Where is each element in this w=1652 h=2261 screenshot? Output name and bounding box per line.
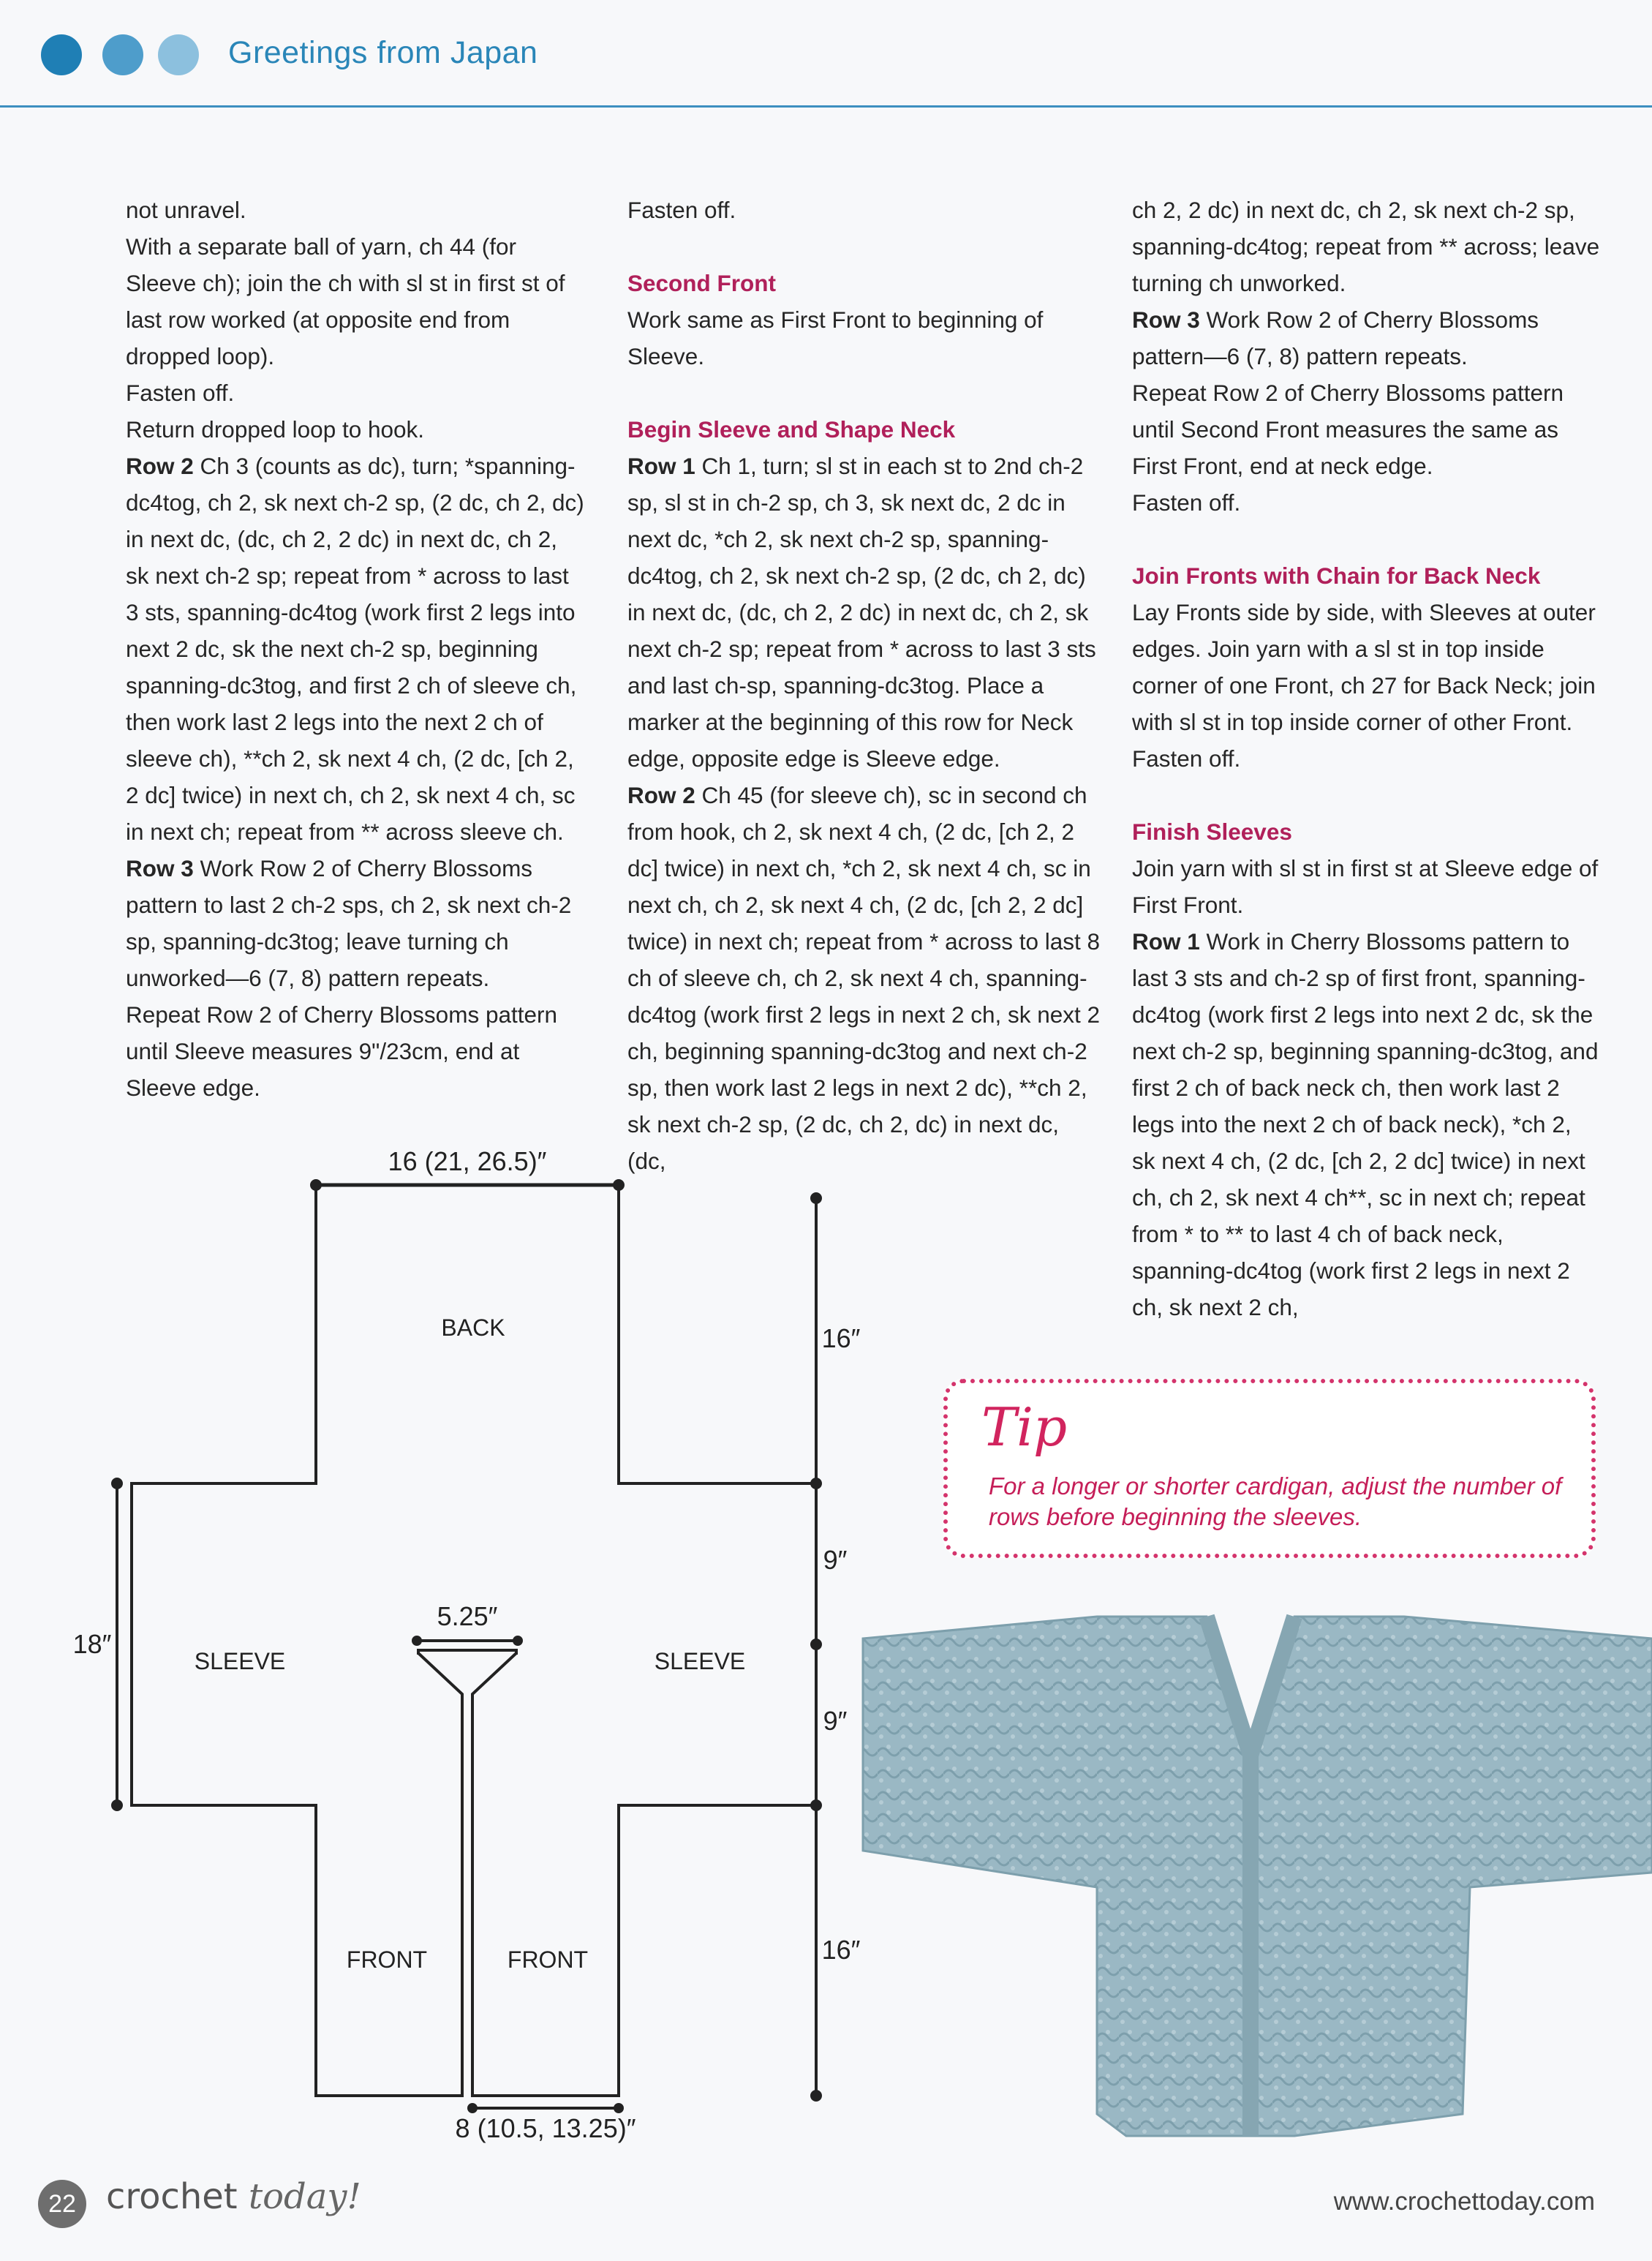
- paragraph: Repeat Row 2 of Cherry Blossoms pattern until Second Front measures the same as First Front, end at neck edge.: [1132, 380, 1564, 479]
- row-instruction: [627, 448, 1103, 777]
- sleeve-height-label: 18″: [72, 1629, 112, 1659]
- row-text: Ch 3 (counts as dc), turn; *spanning-dc4tog, ch 2, sk next ch-2 sp, (2 dc, ch 2, dc) in next dc, (dc, ch 2, 2 dc) in next dc, ch 2, sk next ch-2 sp; repeat from * across to last 3 sts, spanning-dc4tog (work first 2 legs into next 2 dc, sk the next ch-2 sp, beginning spanning-dc3tog, and first 2 ch of sleeve ch, then work last 2 legs into the next 2 ch of sleeve ch), **ch 2, sk next 4 ch, (2 dc, [ch 2, 2 dc] twice) in next ch, ch 2, sk next 4 ch, sc in next ch; repeat from ** across sleeve ch.: [126, 453, 584, 845]
- sleeve-left-label: SLEEVE: [194, 1648, 286, 1674]
- text-column-3: [1132, 192, 1600, 1325]
- neck-outline: [417, 1650, 518, 1655]
- paragraph: Repeat Row 2 of Cherry Blossoms pattern until Sleeve measures 9"/23cm, end at Sleeve edge.: [126, 1001, 558, 1101]
- paragraph: Fasten off.: [627, 197, 736, 223]
- brand-logo: [106, 2176, 361, 2217]
- row-instruction: [1132, 923, 1600, 1325]
- brand-plain: crochet: [106, 2176, 249, 2217]
- row-text: Ch 1, turn; sl st in each st to 2nd ch-2 sp, sl st in ch-2 sp, ch 3, sk next dc, 2 dc in next dc, *ch 2, sk next ch-2 sp, spanning-dc4tog, ch 2, sk next ch-2 sp, (2 dc, ch 2, dc) in next dc, (dc, ch 2, 2 dc) in next dc, ch 2, sk next ch-2 sp; repeat from * across to last 3 sts and last ch-sp, spanning-dc3tog. Place a marker at the beginning of this row for Neck edge, opposite edge is Sleeve edge.: [627, 453, 1096, 772]
- text-column-2: [627, 192, 1103, 1179]
- paragraph: Join yarn with sl st in first st at Sleeve edge of First Front.: [1132, 855, 1599, 918]
- join-fronts-heading: Join Fronts with Chain for Back Neck: [1132, 563, 1541, 589]
- row-label: Row 2: [126, 453, 194, 479]
- front-left-label: FRONT: [346, 1946, 428, 1973]
- row-instruction: [126, 850, 587, 996]
- tip-title: Tip: [981, 1396, 1068, 1458]
- dimension-top-width: [312, 1181, 623, 1189]
- section-title: Greetings from Japan: [228, 35, 538, 70]
- row-label: Row 3: [126, 855, 194, 881]
- paragraph: Fasten off.: [1132, 489, 1241, 516]
- header-dot-icon: [102, 34, 143, 75]
- row-instruction: [627, 777, 1103, 1179]
- paragraph: not unravel.: [126, 197, 246, 223]
- row-label: Row 1: [1132, 928, 1200, 955]
- row-text: Work Row 2 of Cherry Blossoms pattern—6 (7, 8) pattern repeats.: [1132, 306, 1539, 369]
- row-instruction: [126, 448, 587, 850]
- text-column-1: [126, 192, 587, 1106]
- upper-sleeve-label: 9″: [823, 1545, 848, 1575]
- top-width-label: 16 (21, 26.5)″: [388, 1146, 547, 1176]
- page-header: [0, 0, 1652, 110]
- schematic-diagram: [0, 1141, 861, 2180]
- header-rule: [0, 105, 1652, 108]
- dimension-neck-width: [413, 1637, 521, 1644]
- lower-sleeve-label: 9″: [823, 1706, 848, 1736]
- sleeve-right-label: SLEEVE: [654, 1648, 746, 1674]
- paragraph: With a separate ball of yarn, ch 44 (for Sleeve ch); join the ch with sl st in first st of last row worked (at opposite end from dropped loop).: [126, 233, 565, 369]
- paragraph: ch 2, 2 dc) in next dc, ch 2, sk next ch-2 sp, spanning-dc4tog; repeat from ** across; leave turning ch unworked.: [1132, 197, 1600, 296]
- second-front-heading: Second Front: [627, 270, 776, 296]
- cardigan-illustration: [856, 1609, 1652, 2143]
- neck-width-label: 5.25″: [437, 1601, 498, 1631]
- front-length-label: 16″: [821, 1935, 861, 1965]
- row-label: Row 1: [627, 453, 695, 479]
- website-url: www.crochettoday.com: [1333, 2187, 1595, 2216]
- schematic-svg: [0, 1141, 861, 2180]
- tip-text: For a longer or shorter cardigan, adjust the number of rows before beginning the sleeves.: [989, 1472, 1562, 1530]
- paragraph: Fasten off.: [126, 380, 235, 406]
- finish-sleeves-heading: Finish Sleeves: [1132, 819, 1292, 845]
- back-length-label: 16″: [821, 1323, 861, 1353]
- row-text: Work in Cherry Blossoms pattern to last 3 sts and ch-2 sp of first front, spanning-dc4tog (work first 2 legs into next 2 dc, sk the next ch-2 sp, beginning spanning-dc3tog, and first 2 ch of back neck ch, then work last 2 legs into the next 2 ch of back neck), *ch 2, sk next 4 ch, (2 dc, [ch 2, 2 dc] twice) in next ch, ch 2, sk next 4 ch**, sc in next ch; repeat from * to ** to last 4 ch of back neck, spanning-dc4tog (work first 2 legs in next 2 ch, sk next 2 ch,: [1132, 928, 1599, 1320]
- paragraph: Return dropped loop to hook.: [126, 416, 425, 443]
- page-number: 22: [38, 2180, 86, 2228]
- cardigan-photo: [856, 1609, 1652, 2143]
- brand-script: today!: [248, 2176, 361, 2217]
- dimension-length: [812, 1194, 821, 2100]
- paragraph: Lay Fronts side by side, with Sleeves at outer edges. Join yarn with a sl st in top inside corner of one Front, ch 27 for Back Neck; join with sl st in top inside corner of other Front. Fasten off.: [1132, 599, 1596, 772]
- back-label: BACK: [441, 1314, 505, 1341]
- front-right-label: FRONT: [507, 1946, 589, 1973]
- row-label: Row 2: [627, 782, 695, 808]
- dimension-sleeve-height: [113, 1479, 121, 1810]
- dimension-bottom-width: [469, 2104, 622, 2112]
- row-label: Row 3: [1132, 306, 1200, 333]
- bottom-width-label: 8 (10.5, 13.25)″: [455, 2113, 636, 2143]
- row-text: Ch 45 (for sleeve ch), sc in second ch from hook, ch 2, sk next 4 ch, (2 dc, [ch 2, 2 dc] twice) in next ch, *ch 2, sk next 4 ch, sc in next ch, ch 2, sk next 4 ch, (2 dc, [ch 2, 2 dc] twice) in next ch; repeat from * across to last 8 ch of sleeve ch, ch 2, sk next 4 ch, spanning-dc4tog (work first 2 legs in next 2 ch, sk next 2 ch, beginning spanning-dc3tog and next ch-2 sp, then work last 2 legs in next 2 dc), **ch 2, sk next ch-2 sp, (2 dc, ch 2, dc) in next dc, (dc,: [627, 782, 1101, 1174]
- tip-box: [943, 1379, 1596, 1558]
- header-dot-icon: [158, 34, 199, 75]
- row-instruction: [1132, 301, 1600, 375]
- row-text: Work Row 2 of Cherry Blossoms pattern to last 2 ch-2 sps, ch 2, sk next ch-2 sp, spanning-dc3tog; leave turning ch unworked—6 (7, 8) pattern repeats.: [126, 855, 572, 991]
- paragraph: Work same as First Front to beginning of Sleeve.: [627, 306, 1044, 369]
- header-dot-icon: [41, 34, 82, 75]
- sleeve-neck-heading: Begin Sleeve and Shape Neck: [627, 416, 956, 443]
